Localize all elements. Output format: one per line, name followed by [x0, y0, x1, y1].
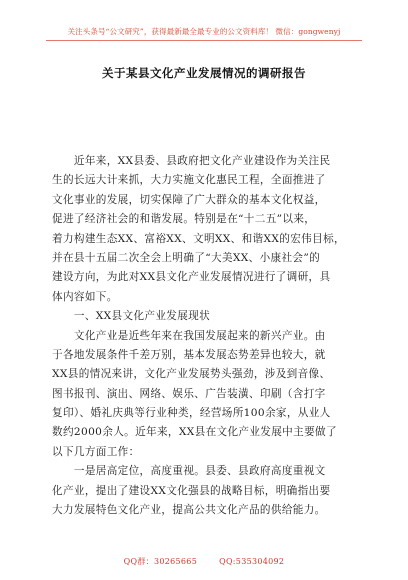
- body-line: 数约2000余人。近年来，XX县在文化产业发展中主要做了: [52, 426, 337, 439]
- body-line: 图书报刊、演出、网络、娱乐、广告装潢、印刷（含打字: [52, 387, 326, 400]
- footer-contact: [0, 556, 408, 567]
- body-line: 大力发展特色文化产业，提高公共文化产品的供给能力。: [52, 504, 326, 517]
- body-line: 生的长远大计来抓，大力实施文化惠民工程，全面推进了: [52, 174, 326, 187]
- body-line: 近年来，XX县委、县政府把文化产业建设作为关注民: [52, 155, 331, 167]
- qq-label: QQ:535304092: [219, 557, 285, 566]
- document-body: [52, 152, 372, 520]
- body-line: 体内容如下。: [52, 290, 118, 303]
- body-line: 复印）、婚礼庆典等行业种类，经营场所100余家，从业人: [52, 407, 331, 420]
- body-line: 促进了经济社会的和谐发展。特别是在“十二五”以来，: [52, 213, 316, 226]
- body-line: 建设方向，为此对XX县文化产业发展情况进行了调研，具: [52, 271, 331, 284]
- body-line: XX县的情况来讲，文化产业发展势头强劲，涉及到音像、: [52, 368, 331, 381]
- body-line: 着力构建生态XX、富裕XX、文明XX、和谐XX的宏伟目标，: [52, 232, 345, 245]
- section-heading: 一、XX县文化产业发展现状: [52, 310, 211, 323]
- body-line: 文化事业的发展，切实保障了广大群众的基本文化权益，: [52, 193, 326, 206]
- body-line: 一是居高定位，高度重视。县委、县政府高度重视文: [52, 465, 326, 478]
- body-line: 文化产业是近些年来在我国发展起来的新兴产业。由: [52, 329, 326, 342]
- header-divider: [46, 40, 362, 41]
- body-line: 化产业，提出了建设XX文化强县的战略目标，明确指出要: [52, 484, 331, 497]
- body-line: 于各地发展条件千差万别，基本发展态势差异也较大，就: [52, 348, 326, 361]
- header-banner: 关注头条号“公文研究”，获得最新最全最专业的公文资料库！ 微信：gongwenyj: [67, 27, 341, 36]
- body-line: 以下几方面工作：: [52, 445, 140, 458]
- document-title: 关于某县文化产业发展情况的调研报告: [102, 66, 306, 80]
- qq-group-label: QQ群：30265665: [123, 557, 198, 566]
- body-line: 并在县十五届二次全会上明确了“大美XX、小康社会”的: [52, 251, 321, 264]
